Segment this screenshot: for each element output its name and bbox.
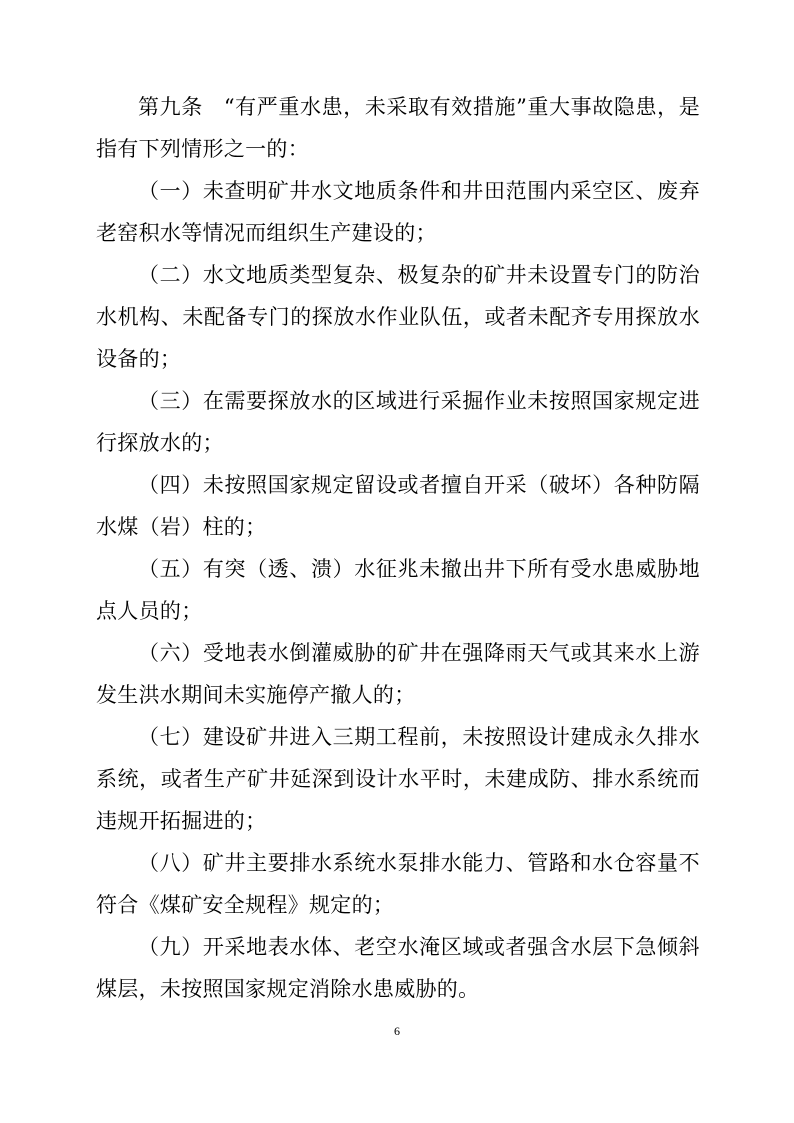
article-intro: “有严重水患，未采取有效措施”重大事故隐患，是指有下列情形之一的： [96, 95, 700, 161]
list-item: （二）水文地质类型复杂、极复杂的矿井未设置专门的防治水机构、未配备专门的探放水作业队伍，或者未配齐专用探放水设备的； [96, 263, 700, 371]
list-item: （九）开采地表水体、老空水淹区域或者强含水层下急倾斜煤层，未按照国家规定消除水患威胁的。 [96, 935, 700, 1001]
list-item: （四）未按照国家规定留设或者擅自开采（破坏）各种防隔水煤（岩）柱的； [96, 473, 700, 539]
article-paragraph [96, 86, 700, 170]
list-item: （六）受地表水倒灌威胁的矿井在强降雨天气或其来水上游发生洪水期间未实施停产撤人的； [96, 641, 700, 707]
page-number: 6 [394, 1024, 400, 1038]
article-heading: 第九条 [138, 95, 203, 119]
list-item: （五）有突（透、溃）水征兆未撤出井下所有受水患威胁地点人员的； [96, 557, 700, 623]
list-item: （三）在需要探放水的区域进行采掘作业未按照国家规定进行探放水的； [96, 389, 700, 455]
list-item: （一）未查明矿井水文地质条件和井田范围内采空区、废弃老窑积水等情况而组织生产建设的； [96, 179, 700, 245]
list-item: （八）矿井主要排水系统水泵排水能力、管路和水仓容量不符合《煤矿安全规程》规定的； [96, 851, 700, 917]
list-item: （七）建设矿井进入三期工程前，未按照设计建成永久排水系统，或者生产矿井延深到设计水平时，未建成防、排水系统而违规开拓掘进的； [96, 725, 700, 833]
document-body [96, 86, 700, 1010]
